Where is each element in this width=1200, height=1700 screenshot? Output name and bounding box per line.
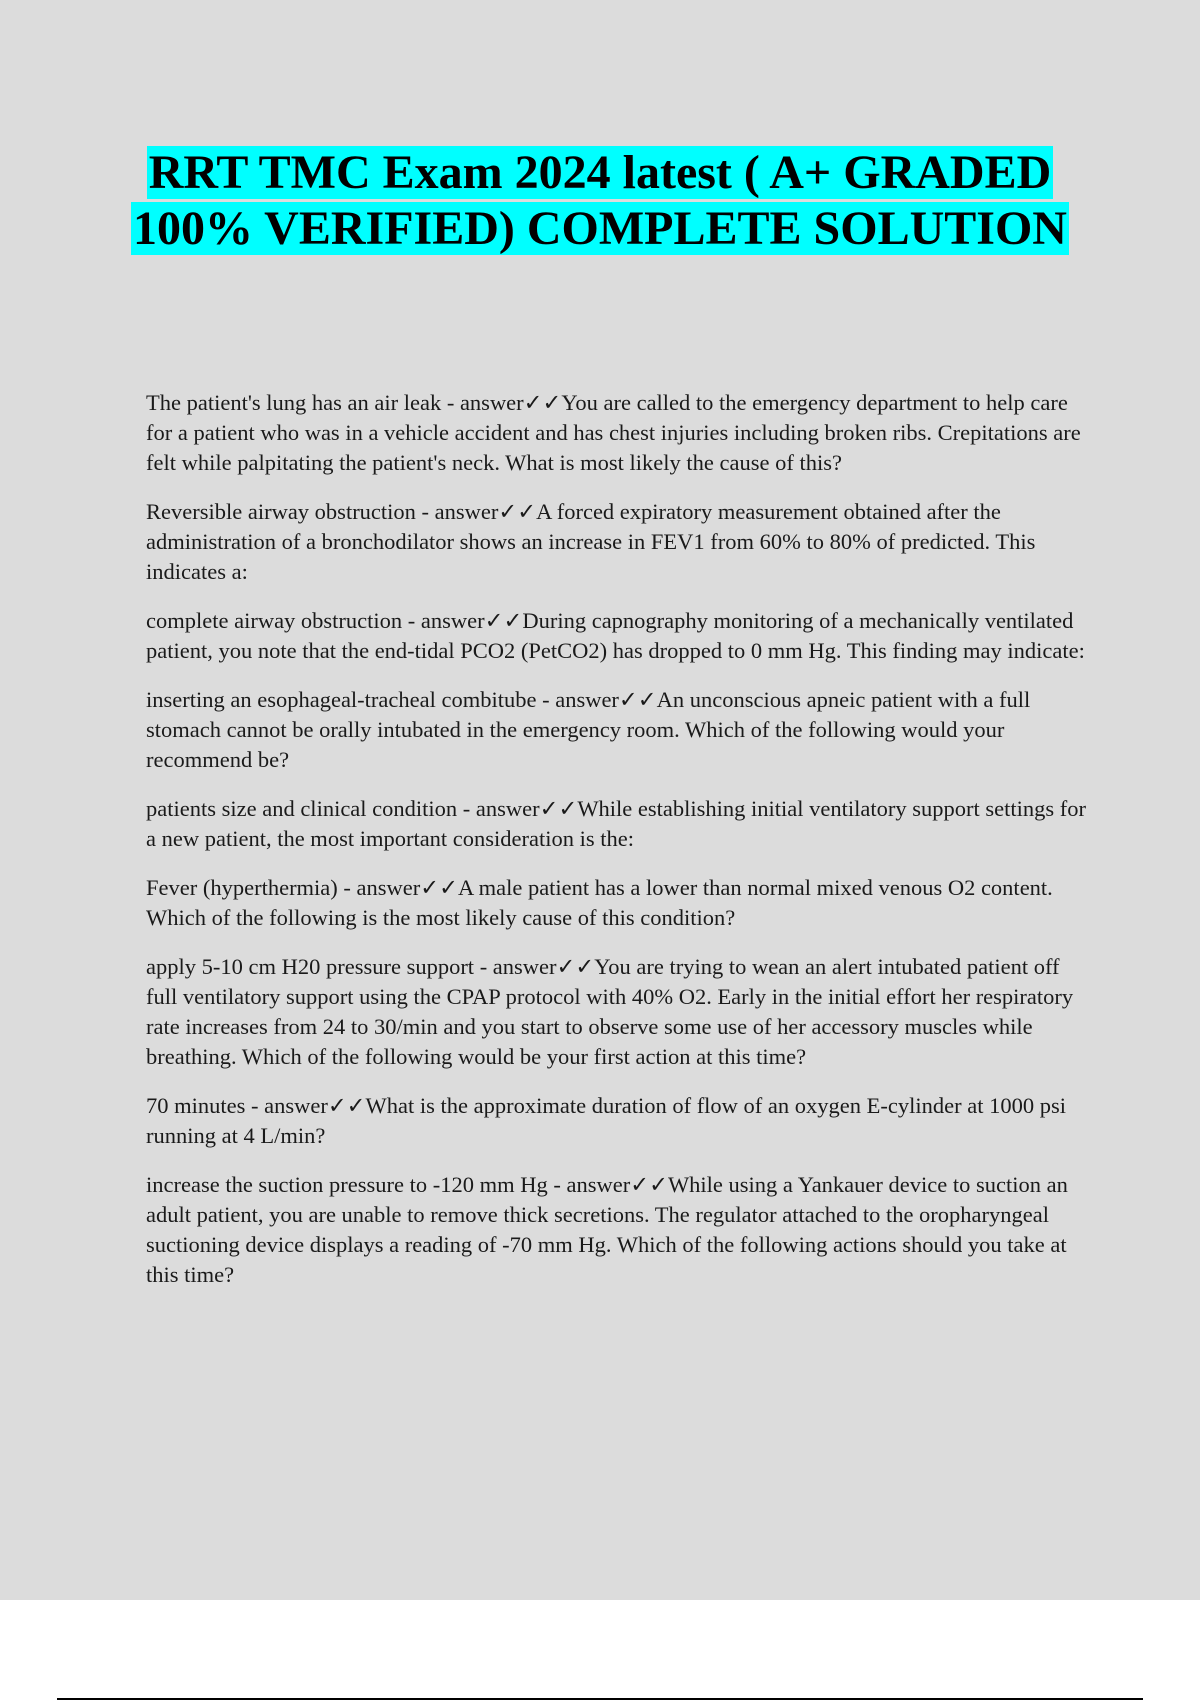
- qa-item: increase the suction pressure to -120 mm Hg - answer✓✓While using a Yankauer device to suction an adult patient, you are unable to remove thick secretions. The regulator attached to the oropharyngeal suctioning device displays a reading of -70 mm Hg. Which of the following actions should you take at this time?: [146, 1172, 1068, 1287]
- qa-item: The patient's lung has an air leak - answer✓✓You are called to the emergency department to help care for a patient who was in a vehicle accident and has chest injuries including broken ribs. Crepitations are felt while palpitating the patient's neck. What is most likely the cause of this?: [146, 390, 1081, 475]
- qa-item: apply 5-10 cm H20 pressure support - answer✓✓You are trying to wean an alert intubated patient off full ventilatory support using the CPAP protocol with 40% O2. Early in the initial effort her respiratory rate increases from 24 to 30/min and you start to observe some use of her accessory muscles while breathing. Which of the following would be your first action at this time?: [146, 954, 1074, 1069]
- qa-item: 70 minutes - answer✓✓What is the approximate duration of flow of an oxygen E-cylinder at 1000 psi running at 4 L/min?: [146, 1093, 1066, 1148]
- page-title: [0, 145, 1200, 257]
- qa-item: inserting an esophageal-tracheal combitube - answer✓✓An unconscious apneic patient with a full stomach cannot be orally intubated in the emergency room. Which of the following would your recommend be?: [146, 687, 1031, 772]
- qa-item: complete airway obstruction - answer✓✓During capnography monitoring of a mechanically ventilated patient, you note that the end-tidal PCO2 (PetCO2) has dropped to 0 mm Hg. This finding may indicate:: [146, 608, 1085, 663]
- qa-item: Reversible airway obstruction - answer✓✓A forced expiratory measurement obtained after the administration of a bronchodilator shows an increase in FEV1 from 60% to 80% of predicted. This indicates a:: [146, 499, 1036, 584]
- qa-list: [146, 388, 1096, 1309]
- qa-item: patients size and clinical condition - answer✓✓While establishing initial ventilatory support settings for a new patient, the most important consideration is the:: [146, 796, 1086, 851]
- title-line-2: 100% VERIFIED) COMPLETE SOLUTION: [133, 202, 1067, 255]
- title-line-1: RRT TMC Exam 2024 latest ( A+ GRADED: [148, 146, 1052, 199]
- document-title: [0, 145, 1200, 257]
- qa-item: Fever (hyperthermia) - answer✓✓A male patient has a lower than normal mixed venous O2 content. Which of the following is the most likely cause of this condition?: [146, 875, 1053, 930]
